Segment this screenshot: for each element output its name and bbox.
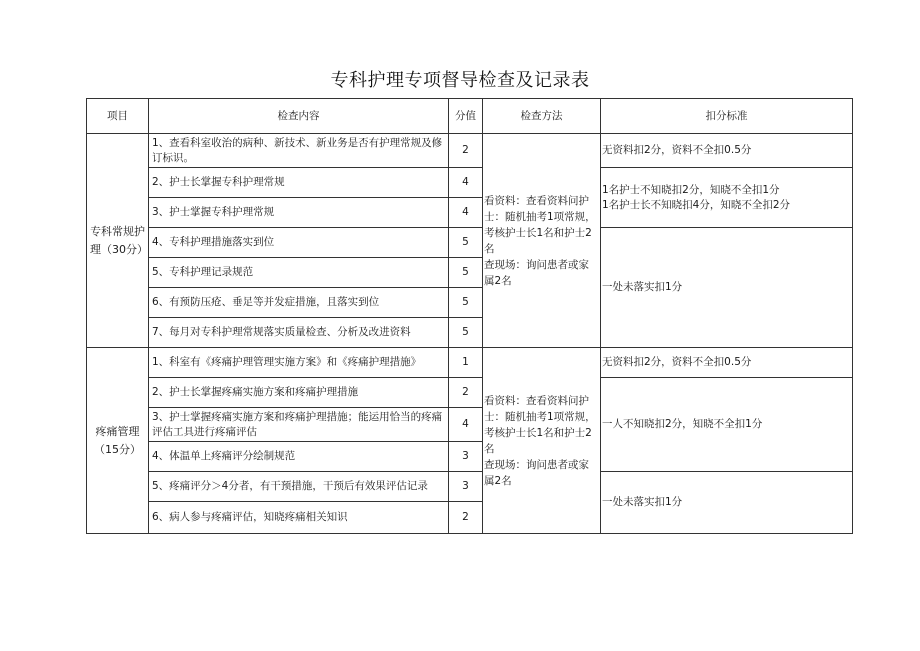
content-cell: 5、专科护理记录规范 — [149, 258, 449, 288]
table-row — [87, 134, 853, 168]
deduction-cell: 一处未落实扣1分 — [601, 472, 853, 534]
deduction-cell: 无资料扣2分，资料不全扣0.5分 — [601, 348, 853, 378]
header-deduction: 扣分标准 — [601, 99, 853, 134]
content-cell: 2、护士长掌握疼痛实施方案和疼痛护理措施 — [149, 378, 449, 408]
content-cell: 3、护士掌握专科护理常规 — [149, 198, 449, 228]
category-cell: 专科常规护理（30分） — [87, 134, 149, 348]
category-cell: 疼痛管理（15分） — [87, 348, 149, 534]
score-cell: 5 — [449, 228, 483, 258]
table-row — [87, 228, 853, 258]
score-cell: 5 — [449, 288, 483, 318]
score-cell: 2 — [449, 378, 483, 408]
table-row — [87, 472, 853, 502]
table-row — [87, 378, 853, 408]
content-cell: 6、有预防压疮、垂足等并发症措施，且落实到位 — [149, 288, 449, 318]
score-cell: 5 — [449, 258, 483, 288]
header-content: 检查内容 — [149, 99, 449, 134]
table-row — [87, 168, 853, 198]
header-item: 项目 — [87, 99, 149, 134]
content-cell: 2、护士长掌握专科护理常规 — [149, 168, 449, 198]
score-cell: 3 — [449, 472, 483, 502]
page-title: 专科护理专项督导检查及记录表 — [330, 70, 590, 91]
content-cell: 5、疼痛评分＞4分者，有干预措施，干预后有效果评估记录 — [149, 472, 449, 502]
deduction-cell: 1名护士不知晓扣2分，知晓不全扣1分 1名护士长不知晓扣4分，知晓不全扣2分 — [601, 168, 853, 228]
score-cell: 4 — [449, 168, 483, 198]
deduction-cell: 一处未落实扣1分 — [601, 228, 853, 348]
content-cell: 7、每月对专科护理常规落实质量检查、分析及改进资料 — [149, 318, 449, 348]
content-cell: 4、体温单上疼痛评分绘制规范 — [149, 442, 449, 472]
content-cell: 6、病人参与疼痛评估，知晓疼痛相关知识 — [149, 502, 449, 534]
method-cell: 看资料：查看资料问护士：随机抽考1项常规，考核护士长1名和护士2名 查现场：询问患者或家属2名 — [483, 348, 601, 534]
score-cell: 4 — [449, 198, 483, 228]
header-score: 分值 — [449, 99, 483, 134]
method-cell: 看资料：查看资料问护士：随机抽考1项常规，考核护士长1名和护士2名 查现场：询问患者或家属2名 — [483, 134, 601, 348]
content-cell: 3、护士掌握疼痛实施方案和疼痛护理措施；能运用恰当的疼痛评估工具进行疼痛评估 — [149, 408, 449, 442]
score-cell: 2 — [449, 502, 483, 534]
deduction-cell: 一人不知晓扣2分，知晓不全扣1分 — [601, 378, 853, 472]
score-cell: 1 — [449, 348, 483, 378]
content-cell: 1、科室有《疼痛护理管理实施方案》和《疼痛护理措施》 — [149, 348, 449, 378]
score-cell: 4 — [449, 408, 483, 442]
score-cell: 3 — [449, 442, 483, 472]
table-row — [87, 348, 853, 378]
deduction-cell: 无资料扣2分，资料不全扣0.5分 — [601, 134, 853, 168]
header-method: 检查方法 — [483, 99, 601, 134]
score-cell: 5 — [449, 318, 483, 348]
content-cell: 1、查看科室收治的病种、新技术、新业务是否有护理常规及修订标识。 — [149, 134, 449, 168]
score-cell: 2 — [449, 134, 483, 168]
header-row — [87, 99, 853, 134]
content-cell: 4、专科护理措施落实到位 — [149, 228, 449, 258]
inspection-table — [86, 98, 853, 534]
